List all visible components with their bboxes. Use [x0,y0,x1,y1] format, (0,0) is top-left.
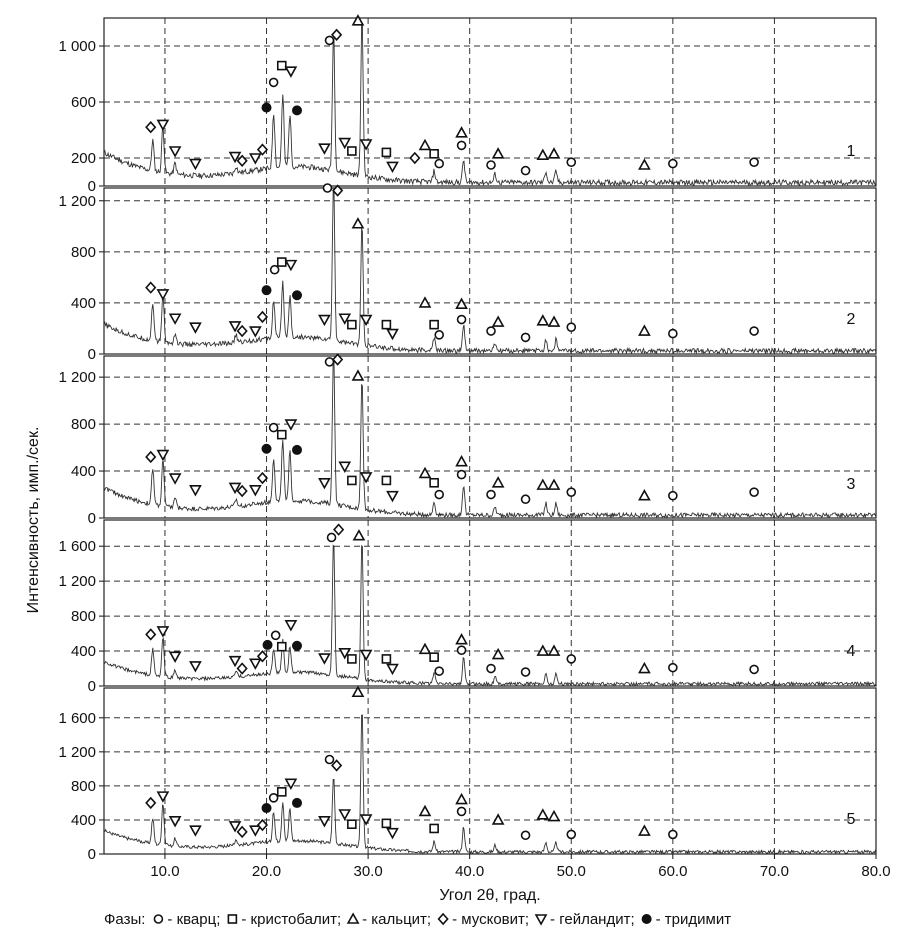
x-tick-label: 70.0 [759,863,790,880]
phase-marker-circle [669,664,677,672]
phase-marker-square [348,820,356,828]
phase-marker-square [278,788,286,796]
phase-marker-triangle-up [457,457,467,466]
phase-marker-circle [522,167,530,175]
phase-marker-circle [271,266,279,274]
phase-marker-filled-circle [293,641,302,650]
y-tick-label: 1 200 [58,743,96,761]
panel-number: 3 [846,475,856,493]
x-axis-label: Угол 2θ, град. [439,887,541,904]
phase-marker-triangle-down [250,486,260,495]
phase-marker-filled-circle [293,106,302,115]
phase-marker-circle [435,491,443,499]
y-tick-label: 400 [70,811,96,829]
phase-marker-circle [270,794,278,802]
phase-marker-triangle-down [340,462,350,471]
x-tick-label: 50.0 [556,863,586,880]
phase-marker-diamond [238,664,247,674]
phase-marker-triangle-down [190,826,200,835]
phase-marker-triangle-up [538,480,548,489]
panel-4 [58,520,876,695]
phase-marker-circle [669,492,677,500]
legend-symbol-circle [154,915,162,923]
phase-marker-diamond [238,486,247,496]
phase-marker-circle [522,668,530,676]
phase-marker-diamond [146,798,155,808]
phase-marker-triangle-down [286,779,296,788]
phase-marker-triangle-up [353,371,363,380]
phase-marker-circle [522,333,530,341]
phase-marker-filled-circle [262,286,271,295]
panel-3 [58,355,876,527]
phase-marker-diamond [258,473,267,483]
panel-number: 5 [846,811,856,829]
phase-marker-triangle-up [353,687,363,696]
panel-number: 1 [846,142,856,160]
phase-marker-square [278,431,286,439]
phase-marker-circle [487,327,495,335]
phase-marker-triangle-down [361,473,371,482]
phase-marker-filled-circle [262,103,271,112]
phase-marker-circle [750,327,758,335]
phase-marker-diamond [146,283,155,293]
phase-marker-circle [750,488,758,496]
phase-marker-triangle-up [639,326,649,335]
phase-marker-square [382,476,390,484]
panel-2 [58,184,876,363]
phase-marker-triangle-up [493,317,503,326]
phase-marker-triangle-down [319,316,329,325]
phase-marker-square [430,479,438,487]
phase-marker-triangle-down [319,654,329,663]
phase-marker-triangle-down [340,810,350,819]
phase-marker-triangle-up [549,812,559,821]
phase-marker-triangle-down [387,665,397,674]
phase-marker-diamond [238,326,247,336]
phase-marker-square [348,321,356,329]
phase-marker-triangle-up [493,149,503,158]
panel-1 [58,16,876,195]
phase-marker-triangle-down [158,451,168,460]
legend-symbol-triangle-up [348,914,358,923]
phase-marker-triangle-down [387,330,397,339]
phase-marker-circle [750,665,758,673]
phase-marker-diamond [258,312,267,322]
phase-marker-diamond [258,145,267,155]
phase-marker-triangle-down [250,327,260,336]
y-tick-label: 0 [87,178,96,195]
phase-marker-triangle-up [639,664,649,673]
phase-marker-triangle-up [493,478,503,487]
phase-marker-triangle-up [353,16,363,25]
y-tick-label: 400 [70,643,96,661]
legend-label: - тридимит [655,911,732,928]
y-tick-label: 1 600 [58,709,96,727]
phase-marker-circle [458,807,466,815]
phase-marker-triangle-down [190,662,200,671]
phase-marker-circle [435,667,443,675]
phase-marker-diamond [334,525,343,535]
x-tick-label: 30.0 [353,863,383,880]
legend-prefix: Фазы: [104,911,146,928]
y-tick-label: 800 [70,243,96,261]
phase-marker-triangle-up [538,150,548,159]
x-tick-label: 60.0 [658,863,688,880]
phase-marker-triangle-down [190,486,200,495]
phase-marker-triangle-up [549,480,559,489]
phase-marker-circle [487,665,495,673]
phase-marker-triangle-up [549,317,559,326]
phase-marker-circle [270,424,278,432]
phase-marker-triangle-down [170,314,180,323]
phase-marker-triangle-up [639,491,649,500]
panel-number: 2 [846,311,856,329]
phase-marker-triangle-up [354,531,364,540]
phase-marker-circle [567,830,575,838]
phase-marker-triangle-up [549,149,559,158]
phase-marker-triangle-down [286,261,296,270]
phase-marker-triangle-down [250,826,260,835]
phase-marker-circle [323,184,331,192]
y-axis-label: Интенсивность, имп./сек. [25,426,42,614]
phase-marker-triangle-down [250,659,260,668]
phase-marker-triangle-up [420,140,430,149]
phase-marker-triangle-up [538,810,548,819]
phase-marker-triangle-down [319,817,329,826]
legend [104,911,731,928]
phase-marker-square [430,824,438,832]
phase-marker-filled-circle [293,798,302,807]
phase-marker-triangle-down [158,792,168,801]
phase-marker-square [278,258,286,266]
phase-marker-circle [567,655,575,663]
y-tick-label: 0 [87,846,96,863]
panel-5 [58,687,876,863]
phase-marker-diamond [146,452,155,462]
phase-marker-diamond [146,629,155,639]
phase-marker-square [430,321,438,329]
phase-marker-diamond [410,153,419,163]
legend-symbol-diamond [439,914,448,924]
legend-label: - мусковит; [452,911,530,928]
phase-marker-filled-circle [262,804,271,813]
phase-marker-circle [326,36,334,44]
phase-marker-triangle-down [170,817,180,826]
y-tick-label: 800 [70,416,96,434]
panel-frame [104,688,876,854]
phase-marker-triangle-up [639,826,649,835]
phase-marker-triangle-up [457,128,467,137]
phase-marker-triangle-down [319,479,329,488]
phase-marker-triangle-down [158,120,168,129]
y-tick-label: 1 200 [58,573,96,591]
phase-marker-triangle-down [158,290,168,299]
phase-marker-circle [326,358,334,366]
phase-marker-circle [567,323,575,331]
phase-marker-triangle-up [639,160,649,169]
phase-marker-circle [567,158,575,166]
legend-symbol-square [228,915,236,923]
phase-marker-square [382,321,390,329]
phase-marker-diamond [238,827,247,837]
phase-marker-filled-circle [293,291,302,300]
phase-marker-square [430,653,438,661]
phase-marker-circle [272,631,280,639]
y-tick-label: 400 [70,294,96,312]
phase-marker-square [382,819,390,827]
y-tick-label: 800 [70,777,96,795]
phase-marker-triangle-down [361,316,371,325]
phase-marker-triangle-down [170,147,180,156]
phase-marker-triangle-down [190,323,200,332]
panels-group [58,16,876,863]
phase-marker-circle [458,141,466,149]
y-tick-label: 1 600 [58,538,96,556]
phase-marker-triangle-down [361,140,371,149]
phase-marker-square [382,148,390,156]
x-axis [150,854,890,880]
phase-marker-triangle-down [319,144,329,153]
phase-marker-filled-circle [263,640,272,649]
phase-marker-circle [567,488,575,496]
phase-marker-circle [487,491,495,499]
phase-marker-circle [458,471,466,479]
phase-marker-triangle-down [387,829,397,838]
legend-label: - гейландит; [550,911,635,928]
phase-marker-square [348,476,356,484]
phase-marker-circle [326,756,334,764]
phase-marker-diamond [238,156,247,166]
y-tick-label: 600 [70,94,96,111]
phase-marker-circle [669,830,677,838]
y-tick-label: 800 [70,608,96,626]
phase-marker-triangle-up [420,644,430,653]
y-tick-label: 1 200 [58,369,96,387]
phase-marker-triangle-up [457,635,467,644]
phase-marker-diamond [146,122,155,132]
phase-marker-triangle-down [190,160,200,169]
phase-marker-triangle-down [286,67,296,76]
phase-marker-square [430,150,438,158]
phase-marker-triangle-up [353,219,363,228]
y-tick-label: 0 [87,678,96,695]
phase-marker-triangle-down [387,492,397,501]
phase-marker-square [278,62,286,70]
phase-marker-square [348,147,356,155]
x-tick-label: 10.0 [150,863,180,880]
phase-marker-triangle-down [158,627,168,636]
legend-symbol-triangle-down [536,915,546,924]
y-tick-label: 0 [87,510,96,527]
legend-symbol-filled-circle [642,915,651,924]
panel-number: 4 [846,643,856,661]
phase-marker-circle [435,331,443,339]
phase-marker-triangle-up [538,316,548,325]
phase-marker-triangle-up [457,299,467,308]
phase-marker-circle [458,646,466,654]
phase-marker-square [348,655,356,663]
phase-marker-triangle-up [420,806,430,815]
phase-marker-circle [669,330,677,338]
phase-marker-circle [669,160,677,168]
phase-marker-circle [458,316,466,324]
phase-marker-triangle-up [420,468,430,477]
y-tick-label: 1 000 [58,38,96,55]
phase-marker-triangle-down [170,652,180,661]
phase-marker-triangle-down [170,474,180,483]
legend-label: - кристобалит; [241,911,342,928]
panel-frame [104,520,876,686]
phase-marker-filled-circle [293,445,302,454]
y-tick-label: 1 200 [58,192,96,210]
phase-marker-square [278,643,286,651]
y-tick-label: 200 [70,150,96,167]
phase-marker-triangle-up [457,795,467,804]
pattern-line-5 [104,715,876,854]
x-tick-label: 20.0 [251,863,282,880]
phase-marker-square [382,655,390,663]
legend-label: - кварц; [167,911,221,928]
phase-marker-triangle-down [286,621,296,630]
y-tick-label: 0 [87,346,96,363]
y-tick-label: 400 [70,463,96,481]
phase-marker-circle [750,158,758,166]
phase-marker-circle [435,160,443,168]
phase-marker-circle [522,831,530,839]
phase-marker-circle [270,78,278,86]
legend-label: - кальцит; [362,911,432,928]
phase-marker-triangle-down [230,822,240,831]
x-tick-label: 80.0 [861,863,891,880]
phase-marker-circle [487,161,495,169]
phase-marker-circle [522,495,530,503]
phase-marker-filled-circle [262,444,271,453]
phase-marker-triangle-down [230,657,240,666]
phase-marker-triangle-down [387,162,397,171]
phase-marker-triangle-down [361,651,371,660]
phase-marker-circle [328,533,336,541]
x-tick-label: 40.0 [455,863,485,880]
